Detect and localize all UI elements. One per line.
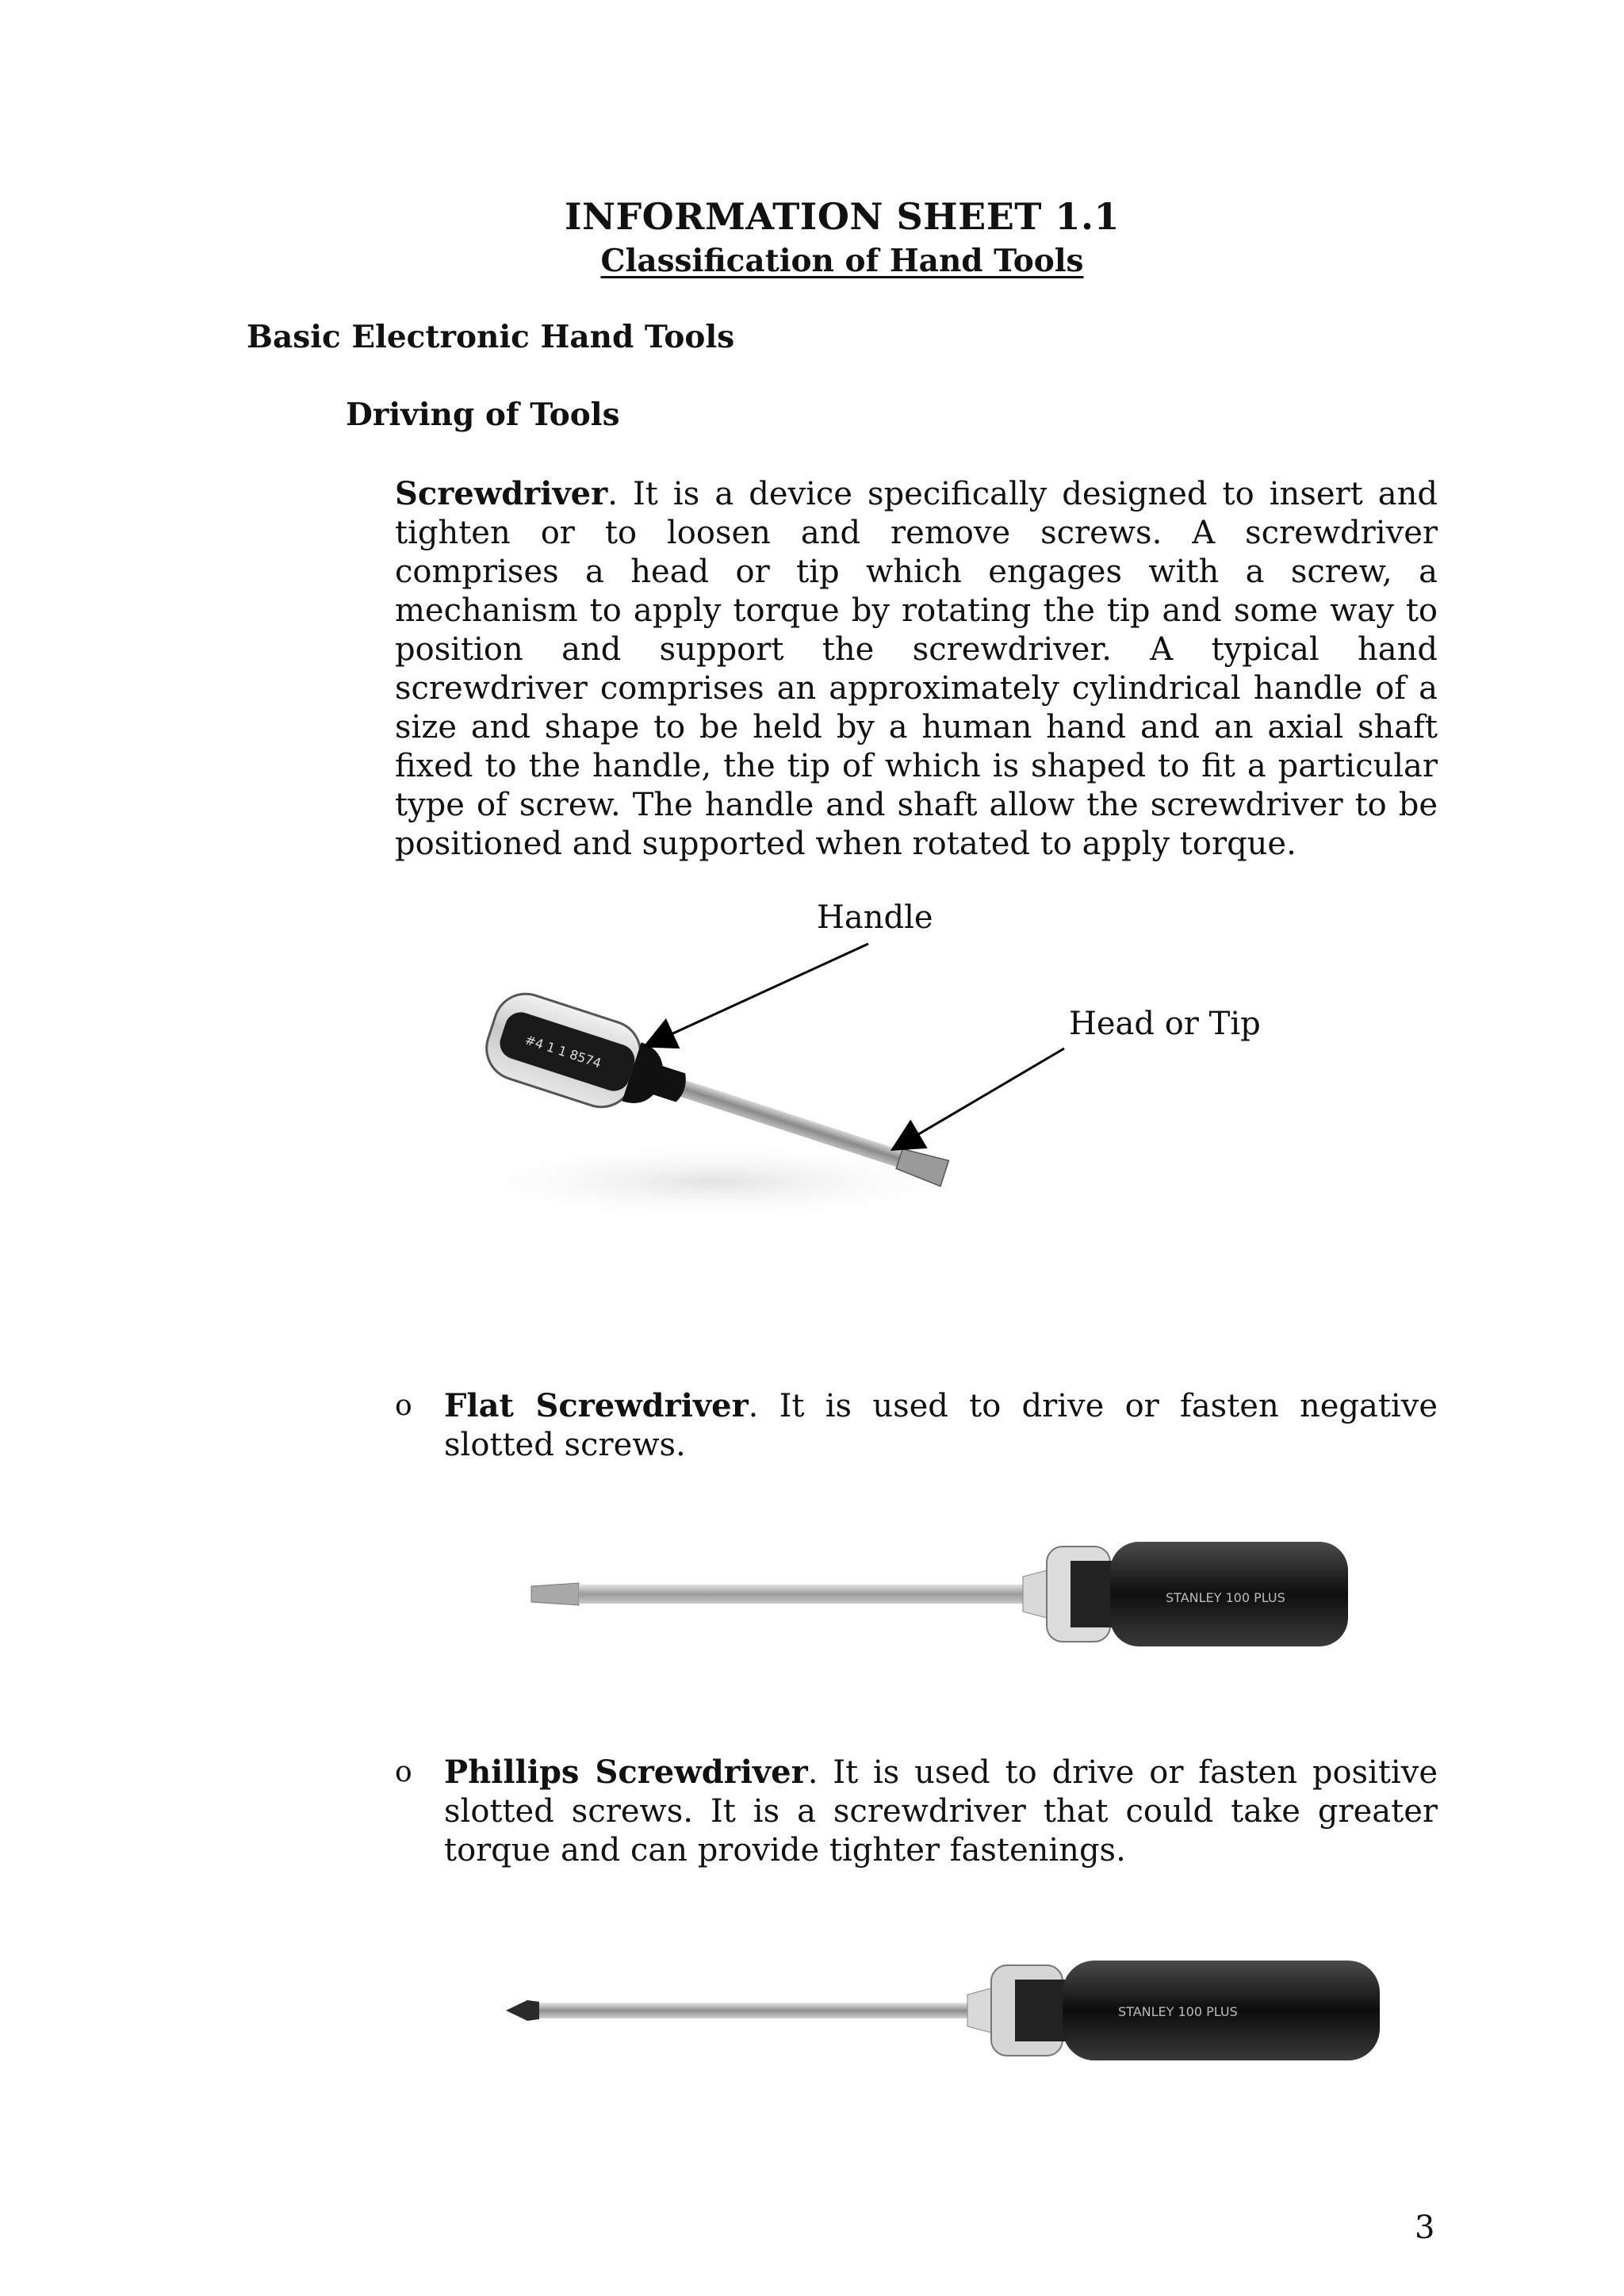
flat-screwdriver-image <box>523 1531 1364 1658</box>
flat-screwdriver-term: Flat Screwdriver <box>444 1387 749 1424</box>
flat-screwdriver-item <box>444 1386 1438 1465</box>
subsection-heading: Driving of Tools <box>346 397 620 433</box>
phillips-screwdriver-image <box>500 1951 1388 2070</box>
page-subtitle: Classification of Hand Tools <box>600 243 1084 279</box>
bullet-marker: o <box>395 1756 412 1788</box>
tip-label: Head or Tip <box>1069 1006 1261 1042</box>
tip-arrow <box>894 1048 1064 1148</box>
handle-label: Handle <box>817 899 933 936</box>
phillips-screwdriver-term: Phillips Screwdriver <box>444 1754 808 1791</box>
page-title: INFORMATION SHEET 1.1 <box>564 195 1120 238</box>
intro-term: Screwdriver <box>395 475 608 512</box>
svg-text:#4 1 1 8574: #4 1 1 8574 <box>523 1032 603 1071</box>
phillips-screwdriver-text: . It is used to drive or fasten positive slotted screws. It is a screwdriver that could take greater torque and can provide tighter fastenings. <box>444 1754 1438 1869</box>
page-number: 3 <box>1415 2210 1435 2246</box>
svg-text:STANLEY 100 PLUS: STANLEY 100 PLUS <box>1118 2004 1238 2019</box>
flat-screwdriver-text: . It is used to drive or fasten negative slotted screws. <box>444 1388 1438 1463</box>
section-heading: Basic Electronic Hand Tools <box>247 319 735 355</box>
handle-arrow <box>647 944 868 1045</box>
phillips-screwdriver-item <box>444 1753 1438 1870</box>
bullet-marker: o <box>395 1389 412 1422</box>
svg-text:STANLEY 100 PLUS: STANLEY 100 PLUS <box>1166 1590 1285 1605</box>
intro-text: . It is a device specifically designed to insert and tighten or to loosen and remove screws. A screwdriver comprises a head or tip which engages with a screw, a mechanism to apply torque by rotating the tip and some way to position and support the screwdriver. A typical hand screwdriver comprises an approximately cylindrical handle of a size and shape to be held by a human hand and an axial shaft fixed to the handle, the tip of which is shaped to fit a particular type of screw. The handle and shaft allow the screwdriver to be positioned and supported when rotated to apply torque. <box>395 476 1438 862</box>
